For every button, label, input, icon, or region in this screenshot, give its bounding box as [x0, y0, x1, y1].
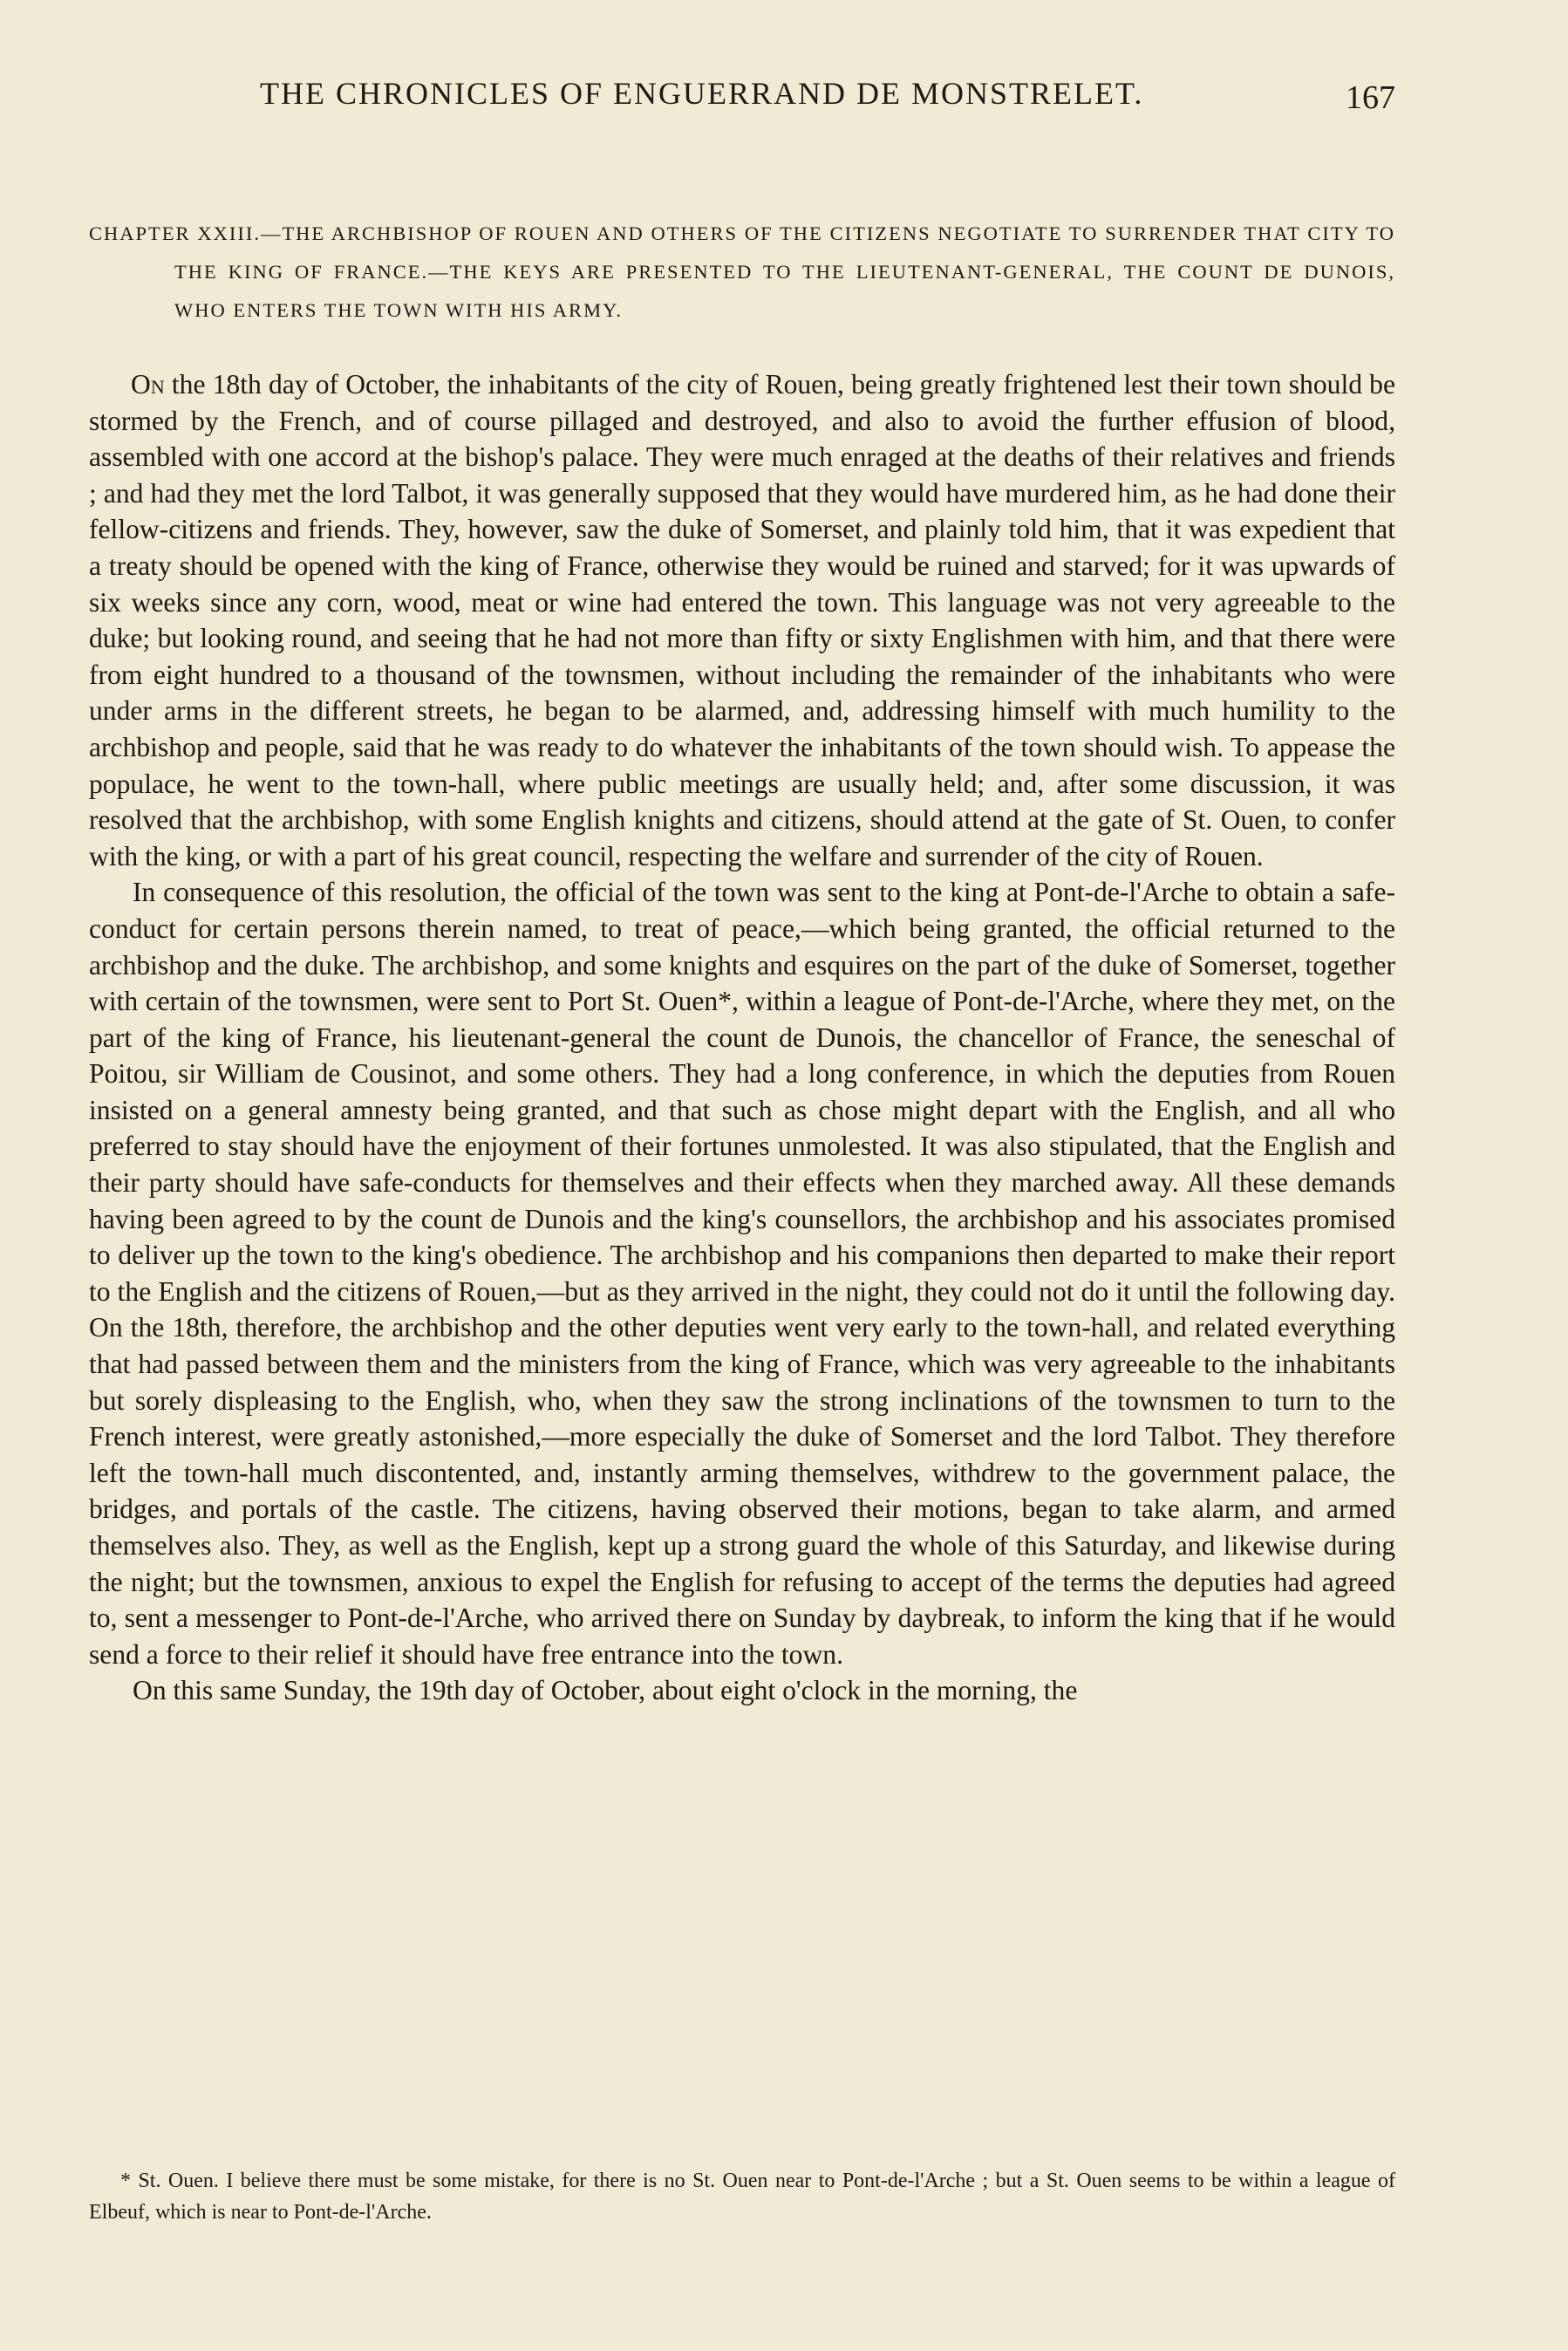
paragraph-3: On this same Sunday, the 19th day of October, about eight o'clock in the morning, the — [133, 1675, 1078, 1706]
footnote-text: * St. Ouen. I believe there must be some mistake, for there is no St. Ouen near to Pont-de-l'Arche ; but a St. Ouen seems to be within a league of Elbeuf, which is near to Pont-de-l'Arche. — [89, 2170, 1395, 2224]
page-number: 167 — [1346, 79, 1395, 116]
paragraph-1-lead: On — [131, 369, 165, 400]
body-text — [89, 366, 1395, 1709]
running-head — [0, 75, 1568, 127]
paragraph-2: In consequence of this resolution, the official of the town was sent to the king at Pont-de-l'Arche to obtain a safe-conduct for certain persons therein named, to treat of peace,—which being granted, the official returned to the archbishop and the duke. The archbishop, and some knights and esquires on the part of the duke of Somerset, together with certain of the townsmen, were sent to Port St. Ouen*, within a league of Pont-de-l'Arche, where they met, on the part of the king of France, his lieutenant-general the count de Dunois, the chancellor of France, the seneschal of Poitou, sir William de Cousinot, and some others. They had a long conference, in which the deputies from Rouen insisted on a general amnesty being granted, and that such as chose might depart with the English, and all who preferred to stay should have the enjoyment of their fortunes unmolested. It was also stipulated, that the English and their party should have safe-conducts for themselves and their effects when they marched away. All these demands having been agreed to by the count de Dunois and the king's counsellors, the archbishop and his associates promised to deliver up the town to the king's obedience. The archbishop and his companions then departed to make their report to the English and the citizens of Rouen,—but as they arrived in the night, they could not do it until the following day. On the 18th, therefore, the archbishop and the other deputies went very early to the town-hall, and related everything that had passed between them and the ministers from the king of France, which was very agreeable to the inhabitants but sorely displeasing to the English, who, when they saw the strong inclinations of the townsmen to turn to the French interest, were greatly astonished,—more especially the duke of Somerset and the lord Talbot. They therefore left the town-hall much discontented, and, instantly arming themselves, withdrew to the government palace, the bridges, and portals of the castle. The citizens, having observed their motions, began to take alarm, and armed themselves also. They, as well as the English, kept up a strong guard the whole of this Saturday, and likewise during the night; but the townsmen, anxious to expel the English for refusing to accept of the terms the deputies had agreed to, sent a messenger to Pont-de-l'Arche, who arrived there on Sunday by daybreak, to inform the king that if he would send a force to their relief it should have free entrance into the town. — [89, 877, 1395, 1670]
chapter-heading-text: CHAPTER XXIII.—THE ARCHBISHOP OF ROUEN AND OTHERS OF THE CITIZENS NEGOTIATE TO SURRENDER THAT CITY TO THE KING OF FRANCE.—THE KEYS ARE PRESENTED TO THE LIEUTENANT-GENERAL, THE COUNT DE DUNOIS, WHO ENTERS THE TOWN WITH HIS ARMY. — [89, 222, 1395, 321]
running-head-title: THE CHRONICLES OF ENGUERRAND DE MONSTRELET. — [260, 76, 1144, 111]
paragraph-1 — [89, 366, 1395, 874]
footnote — [89, 2165, 1395, 2228]
paragraph-1-text: the 18th day of October, the inhabitants of the city of Rouen, being greatly frightened lest their town should be stormed by the French, and of course pillaged and destroyed, and also to avoid the further effusion of blood, assembled with one accord at the bishop's palace. They were much enraged at the deaths of their relatives and friends ; and had they met the lord Talbot, it was generally supposed that they would have murdered him, as he had done their fellow-citizens and friends. They, however, saw the duke of Somerset, and plainly told him, that it was expedient that a treaty should be opened with the king of France, otherwise they would be ruined and starved; for it was upwards of six weeks since any corn, wood, meat or wine had entered the town. This language was not very agreeable to the duke; but looking round, and seeing that he had not more than fifty or sixty Englishmen with him, and that there were from eight hundred to a thousand of the townsmen, without including the remainder of the inhabitants who were under arms in the different streets, he began to be alarmed, and, addressing himself with much humility to the archbishop and people, said that he was ready to do whatever the inhabitants of the town should wish. To appease the populace, he went to the town-hall, where public meetings are usually held; and, after some discussion, it was resolved that the archbishop, with some English knights and citizens, should attend at the gate of St. Ouen, to confer with the king, or with a part of his great council, respecting the welfare and surrender of the city of Rouen. — [89, 369, 1395, 871]
chapter-heading — [89, 215, 1395, 330]
